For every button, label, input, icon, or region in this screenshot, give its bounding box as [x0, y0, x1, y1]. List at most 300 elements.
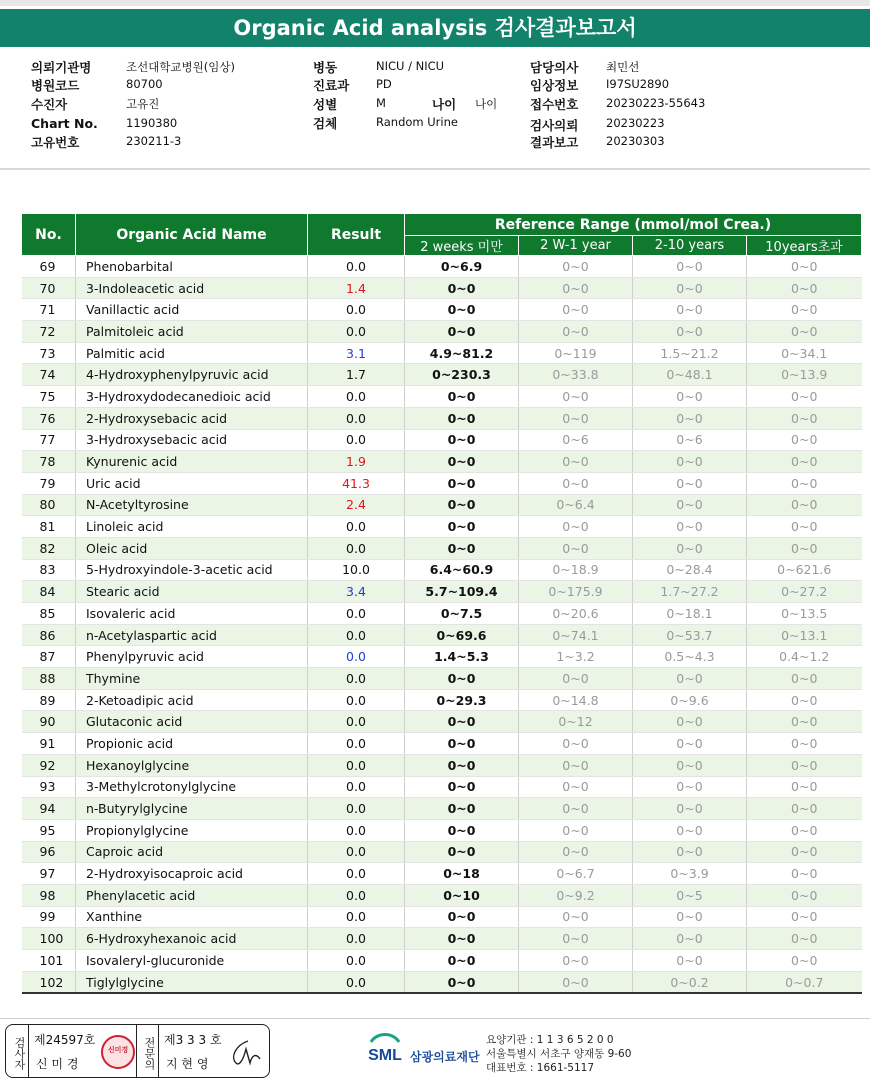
result-value: 1.9	[308, 451, 405, 473]
acid-name: 2-Ketoadipic acid	[76, 689, 308, 711]
ref-2weeks: 0~0	[405, 950, 519, 972]
ref-over-10years: 0~0	[747, 906, 862, 928]
row-number: 98	[22, 884, 76, 906]
result-value: 0.0	[308, 603, 405, 625]
ref-2weeks: 0~0	[405, 906, 519, 928]
acid-name: Vanillactic acid	[76, 299, 308, 321]
row-number: 84	[22, 581, 76, 603]
ref-over-10years: 0~0	[747, 407, 862, 429]
table-row	[22, 277, 862, 299]
result-value: 1.7	[308, 364, 405, 386]
ref-2weeks: 0~0	[405, 451, 519, 473]
table-row	[22, 516, 862, 538]
table-row	[22, 776, 862, 798]
org-code: 요양기관 : 1 1 3 6 5 2 0 0	[486, 1034, 614, 1046]
acid-name: Propionic acid	[76, 733, 308, 755]
acid-name: n-Acetylaspartic acid	[76, 624, 308, 646]
ref-2w-1year: 0~0	[519, 819, 633, 841]
ref-2weeks: 0~0	[405, 841, 519, 863]
acid-name: Hexanoylglycine	[76, 754, 308, 776]
ref-2weeks: 0~0	[405, 776, 519, 798]
acid-name: Xanthine	[76, 906, 308, 928]
acid-name: Caproic acid	[76, 841, 308, 863]
ref-2w-1year: 0~119	[519, 342, 633, 364]
ref-over-10years: 0~0	[747, 321, 862, 343]
sign-divider	[28, 1025, 29, 1077]
result-value: 0.0	[308, 711, 405, 733]
result-value: 0.0	[308, 407, 405, 429]
result-value: 0.0	[308, 733, 405, 755]
ref-over-10years: 0~34.1	[747, 342, 862, 364]
ref-over-10years: 0~0	[747, 386, 862, 408]
ref-over-10years: 0~0	[747, 950, 862, 972]
ref-2weeks: 0~0	[405, 299, 519, 321]
acid-name: N-Acetyltyrosine	[76, 494, 308, 516]
signature-box	[5, 1024, 270, 1078]
ref-2w-1year: 1~3.2	[519, 646, 633, 668]
acid-name: Isovaleryl-glucuronide	[76, 950, 308, 972]
info-label: 성별	[313, 97, 338, 112]
table-row	[22, 364, 862, 386]
ref-over-10years: 0~0	[747, 277, 862, 299]
ref-2-10years: 0~0	[633, 321, 747, 343]
ref-over-10years: 0~0	[747, 494, 862, 516]
row-number: 79	[22, 472, 76, 494]
ref-2-10years: 0~0	[633, 299, 747, 321]
ref-2-10years: 0~0	[633, 256, 747, 278]
acid-name: 2-Hydroxysebacic acid	[76, 407, 308, 429]
row-number: 75	[22, 386, 76, 408]
ref-over-10years: 0~0	[747, 928, 862, 950]
result-value: 0.0	[308, 754, 405, 776]
table-row	[22, 342, 862, 364]
ref-2weeks: 0~6.9	[405, 256, 519, 278]
acid-name: Kynurenic acid	[76, 451, 308, 473]
info-value: 230211-3	[126, 134, 182, 148]
header-no: No.	[22, 214, 76, 256]
info-label: 진료과	[313, 78, 350, 93]
ref-2-10years: 0~5	[633, 884, 747, 906]
header-ref-col: 2 W-1 year	[519, 236, 633, 256]
reviewer-number: 제3 3 3 호	[164, 1033, 222, 1047]
acid-name: Phenylacetic acid	[76, 884, 308, 906]
acid-name: 3-Hydroxydodecanedioic acid	[76, 386, 308, 408]
result-value: 0.0	[308, 624, 405, 646]
ref-2w-1year: 0~74.1	[519, 624, 633, 646]
ref-2w-1year: 0~0	[519, 451, 633, 473]
divider	[0, 168, 870, 170]
ref-2weeks: 0~0	[405, 754, 519, 776]
row-number: 91	[22, 733, 76, 755]
result-value: 0.0	[308, 646, 405, 668]
ref-2weeks: 0~0	[405, 819, 519, 841]
ref-2w-1year: 0~0	[519, 256, 633, 278]
ref-2-10years: 0~28.4	[633, 559, 747, 581]
row-number: 95	[22, 819, 76, 841]
ref-over-10years: 0~0	[747, 884, 862, 906]
ref-2weeks: 6.4~60.9	[405, 559, 519, 581]
result-value: 0.0	[308, 321, 405, 343]
ref-over-10years: 0~0	[747, 429, 862, 451]
ref-2w-1year: 0~0	[519, 733, 633, 755]
ref-2w-1year: 0~0	[519, 277, 633, 299]
ref-2w-1year: 0~20.6	[519, 603, 633, 625]
org-phone: 대표번호 : 1661-5117	[486, 1062, 595, 1074]
reviewer-label: 전문의	[143, 1036, 156, 1070]
info-label: 결과보고	[530, 135, 579, 150]
ref-2-10years: 0~48.1	[633, 364, 747, 386]
patient-info	[0, 56, 870, 156]
info-value: 1190380	[126, 116, 178, 130]
ref-2weeks: 0~0	[405, 928, 519, 950]
ref-2weeks: 1.4~5.3	[405, 646, 519, 668]
result-value: 0.0	[308, 906, 405, 928]
ref-2weeks: 0~230.3	[405, 364, 519, 386]
row-number: 82	[22, 537, 76, 559]
org-name: 삼광의료재단	[410, 1050, 480, 1064]
ref-2-10years: 0~0	[633, 950, 747, 972]
ref-2w-1year: 0~0	[519, 971, 633, 993]
ref-2-10years: 0~0	[633, 277, 747, 299]
table-row	[22, 819, 862, 841]
ref-2w-1year: 0~0	[519, 537, 633, 559]
ref-2-10years: 0~0	[633, 494, 747, 516]
acid-name: Oleic acid	[76, 537, 308, 559]
ref-over-10years: 0~0	[747, 841, 862, 863]
result-value: 1.4	[308, 277, 405, 299]
ref-2weeks: 0~0	[405, 971, 519, 993]
ref-2weeks: 0~0	[405, 321, 519, 343]
acid-name: Uric acid	[76, 472, 308, 494]
row-number: 97	[22, 863, 76, 885]
acid-name: Tiglylglycine	[76, 971, 308, 993]
table-row	[22, 624, 862, 646]
result-value: 0.0	[308, 386, 405, 408]
row-number: 81	[22, 516, 76, 538]
acid-name: Glutaconic acid	[76, 711, 308, 733]
ref-over-10years: 0~13.9	[747, 364, 862, 386]
row-number: 87	[22, 646, 76, 668]
row-number: 77	[22, 429, 76, 451]
acid-name: 3-Indoleacetic acid	[76, 277, 308, 299]
ref-2weeks: 0~0	[405, 429, 519, 451]
result-value: 3.4	[308, 581, 405, 603]
report-title: Organic Acid analysis 검사결과보고서	[0, 9, 870, 47]
result-value: 0.0	[308, 429, 405, 451]
table-row	[22, 581, 862, 603]
ref-2weeks: 5.7~109.4	[405, 581, 519, 603]
ref-over-10years: 0~0	[747, 776, 862, 798]
result-value: 0.0	[308, 776, 405, 798]
header-result: Result	[308, 214, 405, 256]
ref-2w-1year: 0~18.9	[519, 559, 633, 581]
result-value: 0.0	[308, 971, 405, 993]
info-value: PD	[376, 77, 392, 91]
ref-2w-1year: 0~0	[519, 841, 633, 863]
info-value: 최민선	[606, 60, 640, 74]
acid-name: Linoleic acid	[76, 516, 308, 538]
result-value: 2.4	[308, 494, 405, 516]
acid-name: Palmitoleic acid	[76, 321, 308, 343]
table-row	[22, 429, 862, 451]
ref-2w-1year: 0~0	[519, 516, 633, 538]
inspector-number: 제24597호	[34, 1033, 96, 1047]
results-body	[22, 256, 862, 994]
ref-2-10years: 1.7~27.2	[633, 581, 747, 603]
header-ref-col: 10years초과	[747, 236, 862, 256]
table-row	[22, 386, 862, 408]
table-row	[22, 537, 862, 559]
result-value: 0.0	[308, 798, 405, 820]
result-value: 3.1	[308, 342, 405, 364]
ref-2-10years: 0~0	[633, 386, 747, 408]
info-value: 고유진	[126, 97, 160, 111]
table-row	[22, 451, 862, 473]
ref-2w-1year: 0~9.2	[519, 884, 633, 906]
ref-over-10years: 0~0	[747, 798, 862, 820]
header-ref-col: 2-10 years	[633, 236, 747, 256]
info-label: 고유번호	[31, 135, 80, 150]
row-number: 93	[22, 776, 76, 798]
org-address: 서울특별시 서초구 양재동 9-60	[486, 1048, 632, 1060]
table-row	[22, 407, 862, 429]
row-number: 74	[22, 364, 76, 386]
table-row	[22, 906, 862, 928]
ref-2-10years: 0~0.2	[633, 971, 747, 993]
sign-divider	[158, 1025, 159, 1077]
ref-2w-1year: 0~14.8	[519, 689, 633, 711]
row-number: 89	[22, 689, 76, 711]
acid-name: Phenylpyruvic acid	[76, 646, 308, 668]
row-number: 86	[22, 624, 76, 646]
ref-2-10years: 0~0	[633, 733, 747, 755]
table-row	[22, 863, 862, 885]
table-row	[22, 299, 862, 321]
info-value: 80700	[126, 77, 163, 91]
result-value: 10.0	[308, 559, 405, 581]
ref-2-10years: 0~0	[633, 798, 747, 820]
ref-over-10years: 0.4~1.2	[747, 646, 862, 668]
row-number: 71	[22, 299, 76, 321]
ref-2w-1year: 0~12	[519, 711, 633, 733]
ref-2w-1year: 0~33.8	[519, 364, 633, 386]
row-number: 76	[22, 407, 76, 429]
table-row	[22, 928, 862, 950]
ref-2-10years: 0~0	[633, 906, 747, 928]
table-row	[22, 971, 862, 993]
ref-2weeks: 0~18	[405, 863, 519, 885]
ref-2weeks: 0~10	[405, 884, 519, 906]
ref-over-10years: 0~0	[747, 733, 862, 755]
ref-2weeks: 0~0	[405, 494, 519, 516]
ref-2weeks: 0~0	[405, 711, 519, 733]
info-value-age: 나이	[475, 97, 498, 111]
row-number: 72	[22, 321, 76, 343]
table-row	[22, 646, 862, 668]
reviewer-signature	[228, 1037, 262, 1067]
table-row	[22, 321, 862, 343]
ref-over-10years: 0~27.2	[747, 581, 862, 603]
ref-2w-1year: 0~6.7	[519, 863, 633, 885]
info-value: NICU / NICU	[376, 59, 445, 73]
result-value: 0.0	[308, 689, 405, 711]
acid-name: Propionylglycine	[76, 819, 308, 841]
table-row	[22, 950, 862, 972]
ref-2w-1year: 0~0	[519, 472, 633, 494]
row-number: 83	[22, 559, 76, 581]
ref-2weeks: 0~0	[405, 537, 519, 559]
ref-2-10years: 0~0	[633, 516, 747, 538]
acid-name: n-Butyrylglycine	[76, 798, 308, 820]
ref-2weeks: 4.9~81.2	[405, 342, 519, 364]
info-label: 의뢰기관명	[31, 60, 92, 75]
row-number: 88	[22, 668, 76, 690]
ref-over-10years: 0~0	[747, 451, 862, 473]
ref-over-10years: 0~0	[747, 819, 862, 841]
result-value: 0.0	[308, 819, 405, 841]
info-label: 수진자	[31, 97, 68, 112]
inspector-label: 검사자	[13, 1036, 26, 1070]
ref-over-10years: 0~0	[747, 754, 862, 776]
result-value: 0.0	[308, 863, 405, 885]
ref-over-10years: 0~0	[747, 863, 862, 885]
info-value: 20230303	[606, 134, 665, 148]
result-value: 0.0	[308, 950, 405, 972]
info-value: Random Urine	[376, 115, 458, 129]
ref-2w-1year: 0~0	[519, 407, 633, 429]
row-number: 92	[22, 754, 76, 776]
info-label: 접수번호	[530, 97, 579, 112]
ref-2-10years: 1.5~21.2	[633, 342, 747, 364]
ref-2-10years: 0~0	[633, 537, 747, 559]
table-row	[22, 494, 862, 516]
ref-2weeks: 0~0	[405, 798, 519, 820]
ref-over-10years: 0~0	[747, 256, 862, 278]
ref-2w-1year: 0~0	[519, 386, 633, 408]
acid-name: Stearic acid	[76, 581, 308, 603]
row-number: 102	[22, 971, 76, 993]
result-value: 0.0	[308, 928, 405, 950]
result-value: 0.0	[308, 841, 405, 863]
row-number: 101	[22, 950, 76, 972]
ref-over-10years: 0~0	[747, 711, 862, 733]
ref-2weeks: 0~0	[405, 733, 519, 755]
ref-2w-1year: 0~0	[519, 321, 633, 343]
top-strip	[0, 0, 870, 6]
result-value: 0.0	[308, 256, 405, 278]
ref-2-10years: 0~9.6	[633, 689, 747, 711]
table-row	[22, 559, 862, 581]
table-row	[22, 472, 862, 494]
table-row	[22, 798, 862, 820]
row-number: 73	[22, 342, 76, 364]
info-label: 담당의사	[530, 60, 579, 75]
ref-2-10years: 0~0	[633, 451, 747, 473]
ref-over-10years: 0~0	[747, 472, 862, 494]
acid-name: 5-Hydroxyindole-3-acetic acid	[76, 559, 308, 581]
ref-2weeks: 0~0	[405, 407, 519, 429]
ref-2weeks: 0~7.5	[405, 603, 519, 625]
table-row	[22, 603, 862, 625]
sml-logo-icon	[365, 1030, 405, 1066]
ref-2-10years: 0~6	[633, 429, 747, 451]
ref-2w-1year: 0~0	[519, 798, 633, 820]
ref-over-10years: 0~0	[747, 516, 862, 538]
ref-2weeks: 0~0	[405, 277, 519, 299]
ref-2-10years: 0~53.7	[633, 624, 747, 646]
ref-over-10years: 0~13.1	[747, 624, 862, 646]
ref-over-10years: 0~0.7	[747, 971, 862, 993]
ref-2-10years: 0~3.9	[633, 863, 747, 885]
info-value: 조선대학교병원(임상)	[126, 60, 235, 74]
inspector-seal	[101, 1035, 135, 1069]
results-table	[21, 213, 862, 994]
acid-name: 4-Hydroxyphenylpyruvic acid	[76, 364, 308, 386]
ref-over-10years: 0~0	[747, 537, 862, 559]
seal-text: 신미경	[107, 1046, 129, 1054]
info-label: 검사의뢰	[530, 118, 579, 133]
acid-name: 2-Hydroxyisocaproic acid	[76, 863, 308, 885]
acid-name: Phenobarbital	[76, 256, 308, 278]
ref-2-10years: 0~0	[633, 928, 747, 950]
ref-2-10years: 0~0	[633, 407, 747, 429]
row-number: 96	[22, 841, 76, 863]
result-value: 0.0	[308, 299, 405, 321]
table-row	[22, 841, 862, 863]
header-name: Organic Acid Name	[76, 214, 308, 256]
table-row	[22, 256, 862, 278]
table-row	[22, 884, 862, 906]
ref-over-10years: 0~621.6	[747, 559, 862, 581]
info-label-age: 나이	[432, 97, 457, 112]
inspector-name: 신 미 경	[36, 1057, 79, 1071]
info-value: M	[376, 96, 386, 110]
acid-name: Palmitic acid	[76, 342, 308, 364]
ref-2w-1year: 0~0	[519, 950, 633, 972]
ref-2w-1year: 0~6.4	[519, 494, 633, 516]
header-reference-range: Reference Range (mmol/mol Crea.)	[405, 214, 862, 236]
acid-name: 3-Methylcrotonylglycine	[76, 776, 308, 798]
row-number: 80	[22, 494, 76, 516]
result-value: 0.0	[308, 668, 405, 690]
ref-2weeks: 0~0	[405, 668, 519, 690]
header-ref-col: 2 weeks 미만	[405, 236, 519, 256]
row-number: 94	[22, 798, 76, 820]
ref-2weeks: 0~0	[405, 472, 519, 494]
ref-2w-1year: 0~0	[519, 299, 633, 321]
ref-2weeks: 0~69.6	[405, 624, 519, 646]
result-value: 0.0	[308, 537, 405, 559]
ref-2-10years: 0~18.1	[633, 603, 747, 625]
ref-over-10years: 0~0	[747, 689, 862, 711]
sign-divider	[136, 1025, 137, 1077]
info-value: 20230223	[606, 116, 665, 130]
ref-2weeks: 0~29.3	[405, 689, 519, 711]
logo-text: SML	[368, 1047, 402, 1064]
row-number: 99	[22, 906, 76, 928]
acid-name: 3-Hydroxysebacic acid	[76, 429, 308, 451]
acid-name: Thymine	[76, 668, 308, 690]
acid-name: Isovaleric acid	[76, 603, 308, 625]
ref-2-10years: 0~0	[633, 776, 747, 798]
ref-2w-1year: 0~0	[519, 776, 633, 798]
ref-2weeks: 0~0	[405, 516, 519, 538]
ref-2-10years: 0~0	[633, 819, 747, 841]
row-number: 70	[22, 277, 76, 299]
ref-2w-1year: 0~0	[519, 754, 633, 776]
result-value: 0.0	[308, 516, 405, 538]
acid-name: 6-Hydroxyhexanoic acid	[76, 928, 308, 950]
